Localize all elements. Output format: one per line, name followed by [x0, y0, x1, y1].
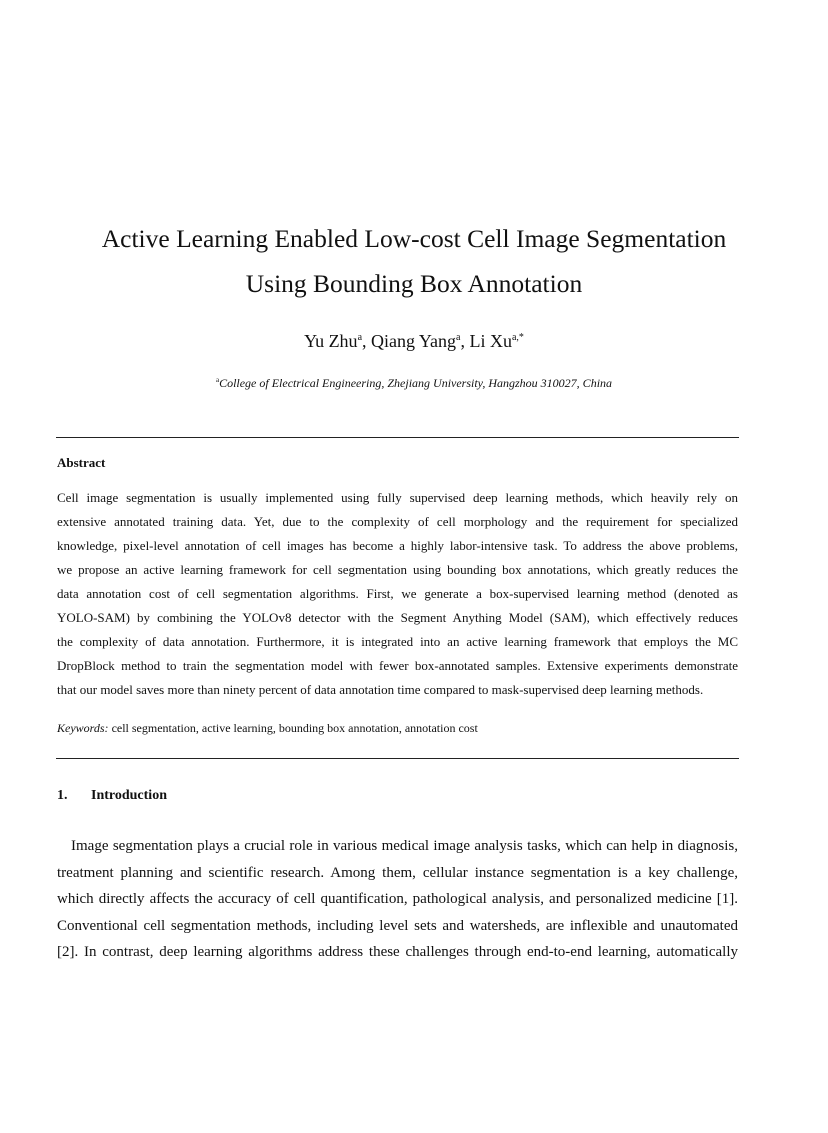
intro-line: [2]. In contrast, deep learning algorithms address these challenges through end-to-end learning, automatically: [57, 944, 738, 960]
section-heading: [57, 786, 167, 806]
abstract-line: knowledge, pixel-level annotation of cell images has become a highly labor-intensive task. To address the above problems,: [57, 538, 738, 553]
title-line-1: Active Learning Enabled Low-cost Cell Image Segmentation: [101, 224, 727, 253]
author-affiliation-mark: a: [456, 332, 461, 343]
affiliation-mark: a: [215, 376, 220, 384]
abstract-line: extensive annotated training data. Yet, due to the complexity of cell morphology and the requirement for specialized: [57, 514, 738, 529]
author-name: Yu Zhu: [304, 331, 358, 351]
abstract-line: Cell image segmentation is usually implemented using fully supervised deep learning methods, which heavily rely on: [57, 490, 738, 505]
abstract-line: the complexity of data annotation. Furthermore, it is integrated into an active learning framework that employs the MC: [57, 634, 738, 649]
intro-line: Conventional cell segmentation methods, including level sets and watersheds, are inflexible and unautomated: [57, 917, 738, 934]
abstract-line: data annotation cost of cell segmentation algorithms. First, we generate a box-supervised learning method (denoted as: [57, 586, 738, 601]
author-affiliation-mark: a: [357, 332, 363, 343]
abstract-line: DropBlock method to train the segmentation model with fewer box-annotated samples. Extensive experiments demonstrate: [57, 658, 738, 673]
abstract-top-divider: [56, 437, 739, 438]
abstract-line: YOLO-SAM) by combining the YOLOv8 detector with the Segment Anything Model (SAM), which effectively reduces: [57, 610, 738, 625]
affiliation: [40, 374, 788, 392]
keywords-text: cell segmentation, active learning, bounding box annotation, annotation cost: [108, 721, 478, 735]
author-separator: ,: [362, 331, 372, 351]
author-list: [40, 328, 788, 354]
author-name: Qiang Yang: [371, 331, 457, 351]
abstract-heading: Abstract: [57, 455, 106, 470]
title-line-2: Using Bounding Box Annotation: [245, 269, 583, 298]
abstract-body: [57, 486, 738, 702]
affiliation-text: College of Electrical Engineering, Zhejiang University, Hangzhou 310027, China: [219, 376, 613, 390]
section-number: 1.: [57, 788, 68, 803]
author-separator: ,: [460, 331, 470, 351]
intro-line: which directly affects the accuracy of cell quantification, pathological analysis, and personalized medicine [1].: [57, 891, 738, 907]
author-affiliation-mark: a,*: [511, 332, 524, 343]
keywords: [57, 719, 478, 737]
section-title: Introduction: [91, 788, 167, 803]
abstract-line: we propose an active learning framework for cell segmentation using bounding box annotations, which greatly reduces the: [57, 562, 738, 577]
abstract-line: that our model saves more than ninety percent of data annotation time compared to mask-supervised deep learning methods.: [57, 682, 704, 697]
paper-title: [40, 216, 788, 306]
keywords-label: Keywords:: [57, 721, 109, 735]
intro-line: Image segmentation plays a crucial role in various medical image analysis tasks, which can help in diagnosis,: [71, 838, 738, 854]
author-name: Li Xu: [469, 331, 512, 351]
intro-line: treatment planning and scientific research. Among them, cellular instance segmentation is a key challenge,: [57, 864, 738, 881]
introduction-body: [57, 833, 738, 966]
abstract-bottom-divider: [56, 758, 739, 759]
